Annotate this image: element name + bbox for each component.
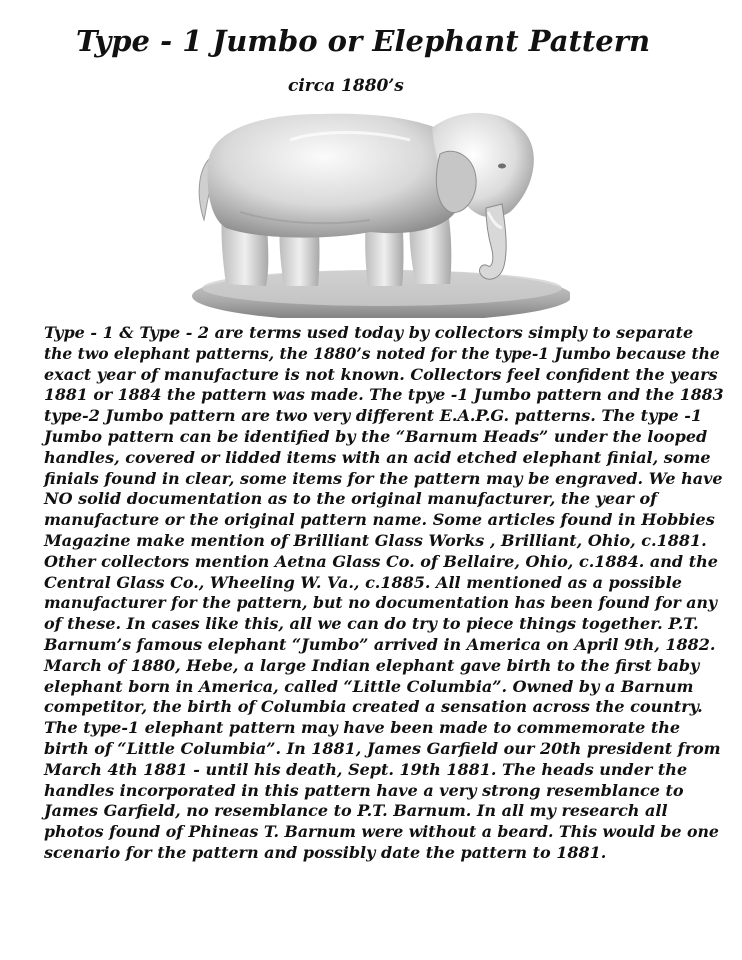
- body-text-line: March of 1880, Hebe, a large Indian elephant gave birth to the first baby: [44, 655, 700, 675]
- article-body: [44, 323, 724, 864]
- body-text-line: handles incorporated in this pattern have a very strong resemblance to: [44, 780, 684, 800]
- body-text-line: manufacturer for the pattern, but no documentation has been found for any: [44, 593, 718, 613]
- body-text-line: Other collectors mention Aetna Glass Co. of Bellaire, Ohio, c.1884. and the: [44, 551, 718, 571]
- page-title: Type - 1 Jumbo or Elephant Pattern: [76, 24, 651, 58]
- elephant-finial-photo: [170, 100, 570, 318]
- page-subtitle: circa 1880’s: [288, 76, 404, 96]
- body-text-line: Type - 1 & Type - 2 are terms used today by collectors simply to separate: [44, 323, 694, 342]
- body-text-line: Barnum’s famous elephant “Jumbo” arrived in America on April 9th, 1882.: [44, 634, 716, 654]
- body-text-line: NO solid documentation as to the original manufacturer, the year of: [44, 489, 658, 509]
- body-text-line: the two elephant patterns, the 1880’s noted for the type-1 Jumbo because the: [44, 343, 720, 363]
- body-text-line: 1881 or 1884 the pattern was made. The tpye -1 Jumbo pattern and the 1883: [44, 385, 724, 405]
- body-text-line: Central Glass Co., Wheeling W. Va., c.1885. All mentioned as a possible: [44, 572, 682, 592]
- body-text-line: manufacture or the original pattern name. Some articles found in Hobbies: [44, 510, 715, 530]
- body-text-line: finials found in clear, some items for the pattern may be engraved. We have: [44, 468, 723, 488]
- body-text-line: The type-1 elephant pattern may have been made to commemorate the: [44, 718, 681, 738]
- body-text-line: of these. In cases like this, all we can do try to piece things together. P.T.: [44, 614, 699, 634]
- body-text-line: scenario for the pattern and possibly date the pattern to 1881.: [44, 842, 607, 862]
- body-text-line: competitor, the birth of Columbia created a sensation across the country.: [44, 697, 703, 717]
- body-text-line: type-2 Jumbo pattern are two very different E.A.P.G. patterns. The type -1: [44, 406, 703, 426]
- body-text-line: photos found of Phineas T. Barnum were without a beard. This would be one: [44, 822, 719, 842]
- body-text-line: handles, covered or lidded items with an acid etched elephant finial, some: [44, 447, 711, 467]
- body-text-line: Magazine make mention of Brilliant Glass Works , Brilliant, Ohio, c.1881.: [44, 530, 707, 550]
- body-text-line: Jumbo pattern can be identified by the “Barnum Heads” under the looped: [44, 426, 708, 446]
- body-text-line: birth of “Little Columbia”. In 1881, James Garfield our 20th president from: [44, 738, 721, 758]
- body-text-line: exact year of manufacture is not known. Collectors feel confident the years: [44, 364, 718, 384]
- body-text-line: March 4th 1881 - until his death, Sept. 19th 1881. The heads under the: [44, 759, 688, 779]
- body-text-line: elephant born in America, called “Little Columbia”. Owned by a Barnum: [44, 676, 694, 696]
- glass-elephant-finial-icon: [170, 100, 570, 318]
- body-text-line: James Garfield, no resemblance to P.T. Barnum. In all my research all: [44, 801, 668, 821]
